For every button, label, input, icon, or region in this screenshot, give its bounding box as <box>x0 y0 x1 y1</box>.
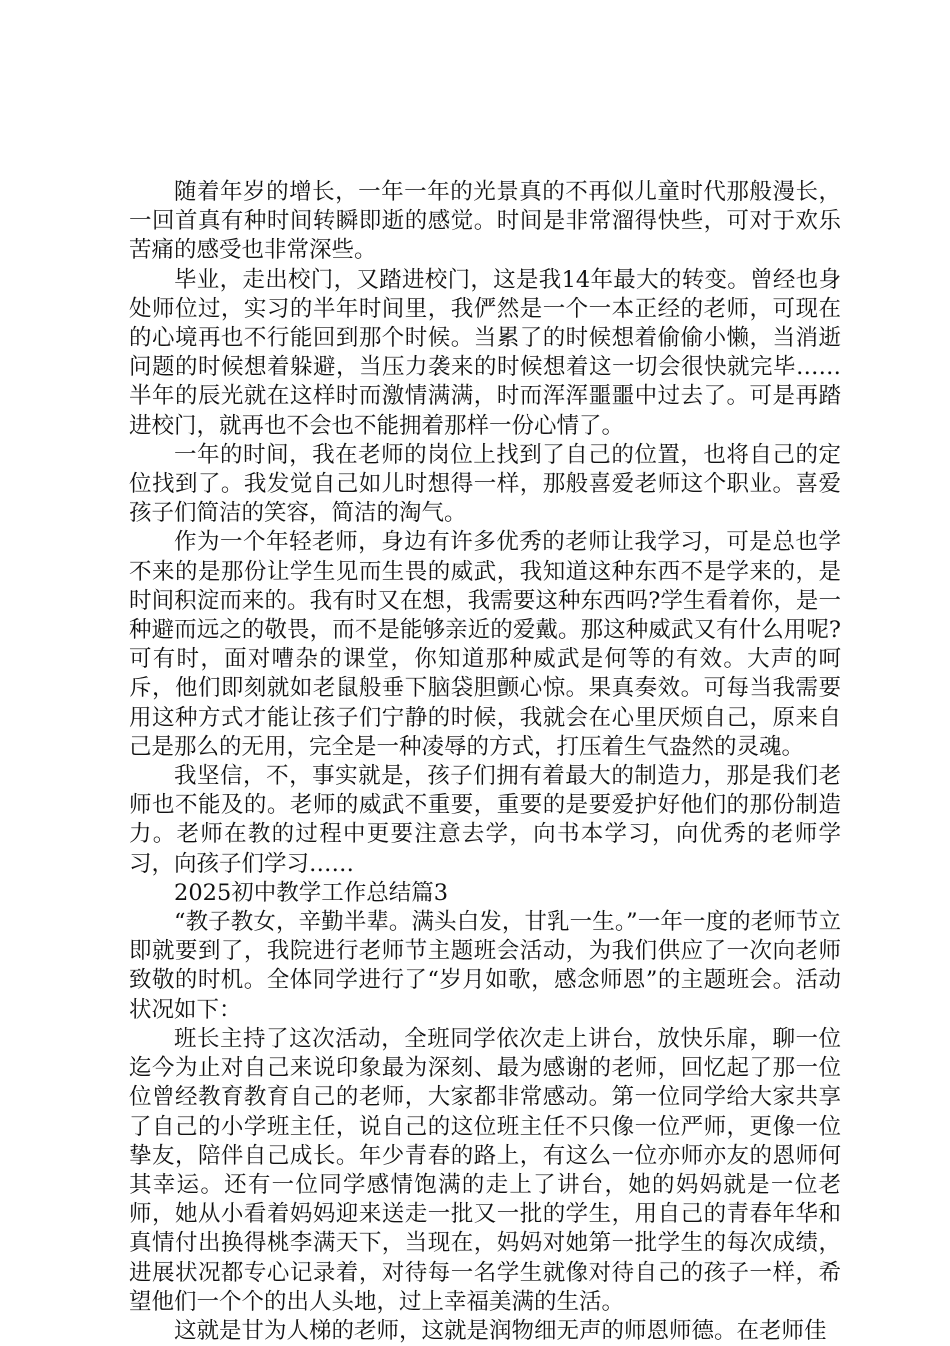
document-body <box>129 178 841 1346</box>
paragraph-4: 作为一个年轻老师，身边有许多优秀的老师让我学习，可是总也学不来的是那份让学生见而生畏的威武，我知道这种东西不是学来的，是时间积淀而来的。我有时又在想，我需要这种东西吗?学生看着你，是一种避而远之的敬畏，而不是能够亲近的爱戴。那这种威武又有什么用呢?可有时，面对嘈杂的课堂，你知道那种威武是何等的有效。大声的呵斥，他们即刻就如老鼠般垂下脑袋胆颤心惊。果真奏效。可每当我需要用这种方式才能让孩子们宁静的时候，我就会在心里厌烦自己，原来自己是那么的无用，完全是一种凌辱的方式，打压着生气盎然的灵魂。 <box>129 529 841 760</box>
paragraph-8: 这就是甘为人梯的老师，这就是润物细无声的师恩师德。在老师佳 <box>174 1317 827 1344</box>
paragraph-6: “教子教女，辛勤半辈。满头白发，甘乳一生。”一年一度的老师节立即就要到了，我院进行老师节主题班会活动，为我们供应了一次向老师致敬的时机。全体同学进行了“岁月如歌，感念师恩”的主题班会。活动状况如下： <box>129 909 841 1023</box>
paragraph-5: 我坚信，不，事实就是，孩子们拥有着最大的制造力，那是我们老师也不能及的。老师的威武不重要，重要的是要爱护好他们的那份制造力。老师在教的过程中更要注意去学，向书本学习，向优秀的老师学习，向孩子们学习…… <box>129 763 841 877</box>
paragraph-7: 班长主持了这次活动，全班同学依次走上讲台，放快乐扉，聊一位迄今为止对自己来说印象最为深刻、最为感谢的老师，回忆起了那一位位曾经教育教育自己的老师，大家都非常感动。第一位同学给大家共享了自己的小学班主任，说自己的这位班主任不只像一位严师，更像一位挚友，陪伴自己成长。年少青春的路上，有这么一位亦师亦友的恩师何其幸运。还有一位同学感情饱满的走上了讲台，她的妈妈就是一位老师，她从小看着妈妈迎来送走一批又一批的学生，用自己的青春年华和真情付出换得桃李满天下，当现在，妈妈对她第一批学生的每次成绩，进展状况都专心记录着，对待每一名学生就像对待自己的孩子一样，希望他们一个个的出人头地，过上幸福美满的生活。 <box>129 1025 841 1315</box>
paragraph-1: 随着年岁的增长，一年一年的光景真的不再似儿童时代那般漫长，一回首真有种时间转瞬即逝的感觉。时间是非常溜得快些，可对于欢乐苦痛的感受也非常深些。 <box>129 179 841 264</box>
paragraph-2: 毕业，走出校门，又踏进校门，这是我14年最大的转变。曾经也身处师位过，实习的半年时间里，我俨然是一个一本正经的老师，可现在的心境再也不行能回到那个时候。当累了的时候想着偷偷小懒，当消逝问题的时候想着躲避，当压力袭来的时候想着这一切会很快就完毕……半年的辰光就在这样时而激情满满，时而浑浑噩噩中过去了。可是再踏进校门，就再也不会也不能拥着那样一份心情了。 <box>129 266 841 439</box>
section-heading: 2025初中教学工作总结篇3 <box>174 879 449 906</box>
paragraph-3: 一年的时间，我在老师的岗位上找到了自己的位置，也将自己的定位找到了。我发觉自己如儿时想得一样，那般喜爱老师这个职业。喜爱孩子们简洁的笑容，简洁的淘气。 <box>129 441 841 527</box>
